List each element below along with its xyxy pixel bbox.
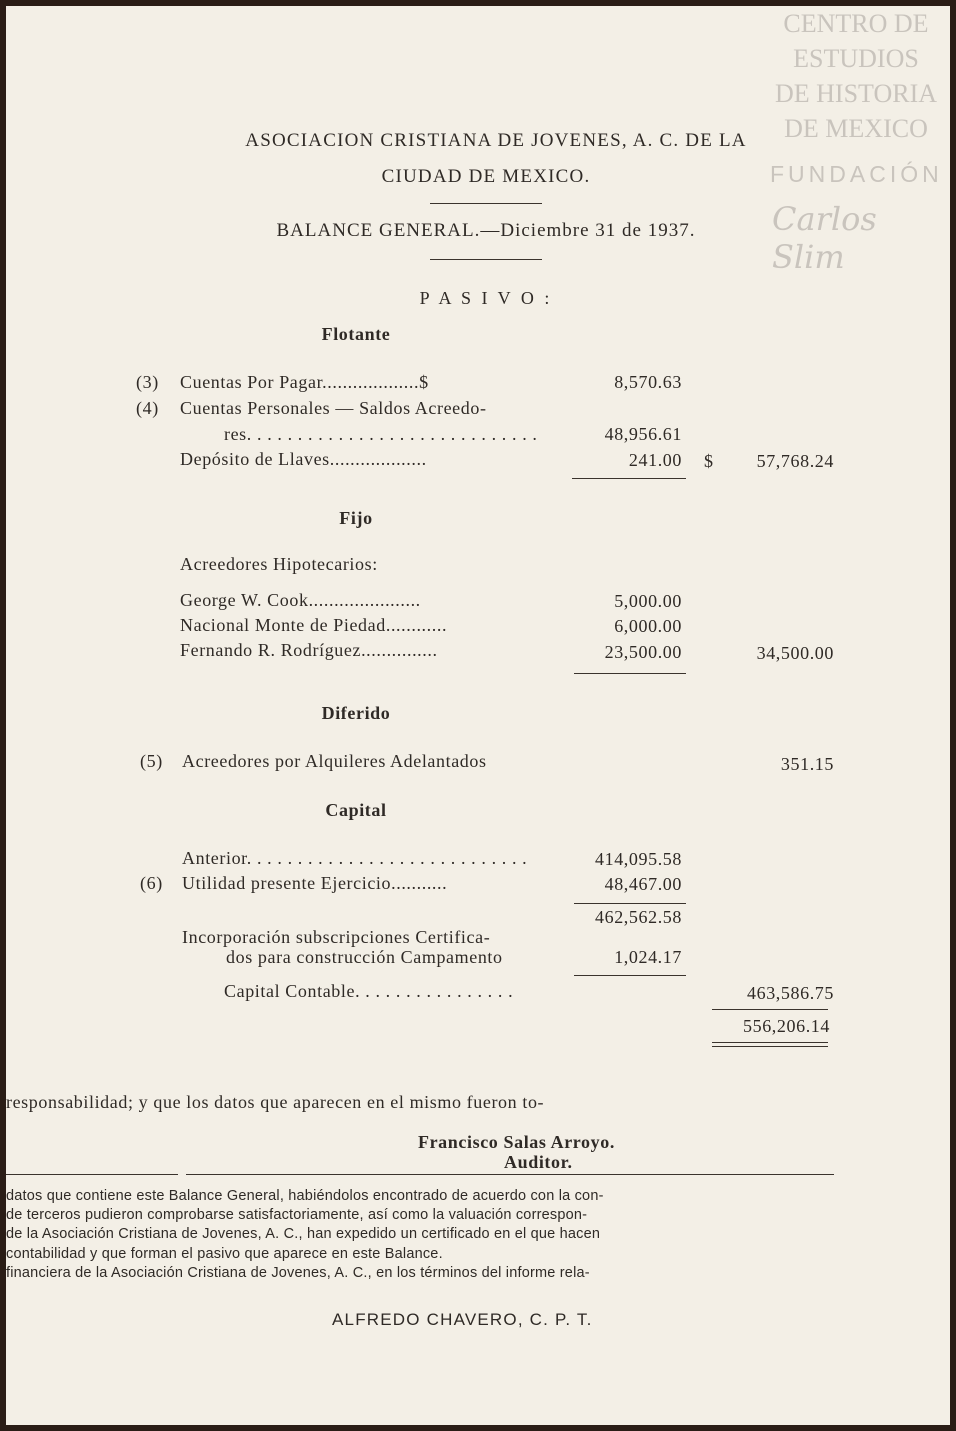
watermark-line: DE HISTORIA <box>774 79 938 108</box>
sum-line <box>574 673 686 674</box>
section-total: 463,586.75 <box>747 983 834 1003</box>
watermark-line: CENTRO DE <box>783 9 929 38</box>
watermark-line: ESTUDIOS <box>793 44 919 73</box>
watermark-text <box>756 6 950 146</box>
section-title-capital: Capital <box>325 800 387 820</box>
row-number: (4) <box>136 398 159 418</box>
section-title-fijo: Fijo <box>339 508 373 528</box>
row-label: Capital Contable. . . . . . . . . . . . . . . . <box>224 981 514 1001</box>
row-label: Cuentas Personales — Saldos Acreedo- <box>180 398 487 418</box>
row-amount: 414,095.58 <box>595 849 682 869</box>
double-rule <box>712 1042 828 1043</box>
double-rule <box>712 1046 828 1047</box>
dollar-sign: $ <box>704 451 714 471</box>
row-amount: 8,570.63 <box>614 372 682 392</box>
cert-line: de terceros pudieron comprobarse satisfactoriamente, así como la valuación correspon- <box>6 1207 588 1223</box>
row-label: res. . . . . . . . . . . . . . . . . . . . . . . . . . . . . <box>224 424 538 444</box>
row-label: Utilidad presente Ejercicio........... <box>182 873 448 893</box>
row-number: (5) <box>140 751 163 771</box>
sum-line <box>574 975 686 976</box>
section-total: 57,768.24 <box>756 451 834 471</box>
watermark-foundation: FUNDACIÓN <box>770 161 943 187</box>
row-label: George W. Cook...................... <box>180 590 421 610</box>
section-total: 34,500.00 <box>756 643 834 663</box>
row-label: Fernando R. Rodríguez............... <box>180 640 438 660</box>
row-amount: 5,000.00 <box>614 591 682 611</box>
balance-subtitle: BALANCE GENERAL.—Diciembre 31 de 1937. <box>276 220 696 241</box>
footer-rule <box>6 1174 178 1175</box>
row-amount: 48,956.61 <box>604 424 682 444</box>
sum-line <box>574 903 686 904</box>
row-amount: 1,024.17 <box>614 947 682 967</box>
footer-rule <box>186 1174 834 1175</box>
responsibility-line: responsabilidad; y que los datos que aparecen en el mismo fueron to- <box>6 1092 545 1112</box>
row-label: Cuentas Por Pagar...................$ <box>180 372 429 392</box>
grand-total: 556,206.14 <box>743 1016 830 1036</box>
row-label: Acreedores por Alquileres Adelantados <box>182 751 487 771</box>
cert-line: contabilidad y que forman el pasivo que aparece en este Balance. <box>6 1246 443 1262</box>
row-label: Depósito de Llaves................... <box>180 449 427 469</box>
auditor-title: Auditor. <box>504 1152 573 1172</box>
auditor-name: Francisco Salas Arroyo. <box>418 1132 615 1152</box>
row-amount: 48,467.00 <box>604 874 682 894</box>
row-amount: 23,500.00 <box>604 642 682 662</box>
cert-line: datos que contiene este Balance General, habiéndolos encontrado de acuerdo con la con- <box>6 1188 604 1204</box>
row-number: (6) <box>140 873 163 893</box>
cert-line: de la Asociación Cristiana de Jovenes, A. C., han expedido un certificado en el que hacen <box>6 1226 601 1242</box>
section-total: 351.15 <box>780 754 834 774</box>
sum-line <box>572 478 686 479</box>
section-title-diferido: Diferido <box>321 703 391 723</box>
row-label: dos para construcción Campamento <box>226 947 503 967</box>
row-label: Nacional Monte de Piedad............ <box>180 615 448 635</box>
pasivo-title: P A S I V O : <box>419 288 553 308</box>
row-amount: 6,000.00 <box>614 616 682 636</box>
watermark-line: DE MEXICO <box>784 114 928 143</box>
sum-line <box>712 1009 828 1010</box>
org-title-line2: CIUDAD DE MEXICO. <box>381 166 591 187</box>
sub-heading: Acreedores Hipotecarios: <box>180 554 378 574</box>
divider <box>430 203 542 204</box>
row-label: Incorporación subscripciones Certifica- <box>182 927 491 947</box>
row-amount: 241.00 <box>628 450 682 470</box>
subtotal-amount: 462,562.58 <box>595 907 682 927</box>
row-number: (3) <box>136 372 159 392</box>
divider <box>430 259 542 260</box>
signer-name: ALFREDO CHAVERO, C. P. T. <box>332 1310 593 1329</box>
cert-line: financiera de la Asociación Cristiana de Jovenes, A. C., en los términos del informe rela- <box>6 1265 590 1281</box>
document-page <box>6 6 950 1425</box>
watermark-signature: Carlos Slim <box>772 200 877 276</box>
org-title-line1: ASOCIACION CRISTIANA DE JOVENES, A. C. DE LA <box>245 130 747 151</box>
section-title-flotante: Flotante <box>321 324 391 344</box>
row-label: Anterior. . . . . . . . . . . . . . . . . . . . . . . . . . . . <box>182 848 528 868</box>
